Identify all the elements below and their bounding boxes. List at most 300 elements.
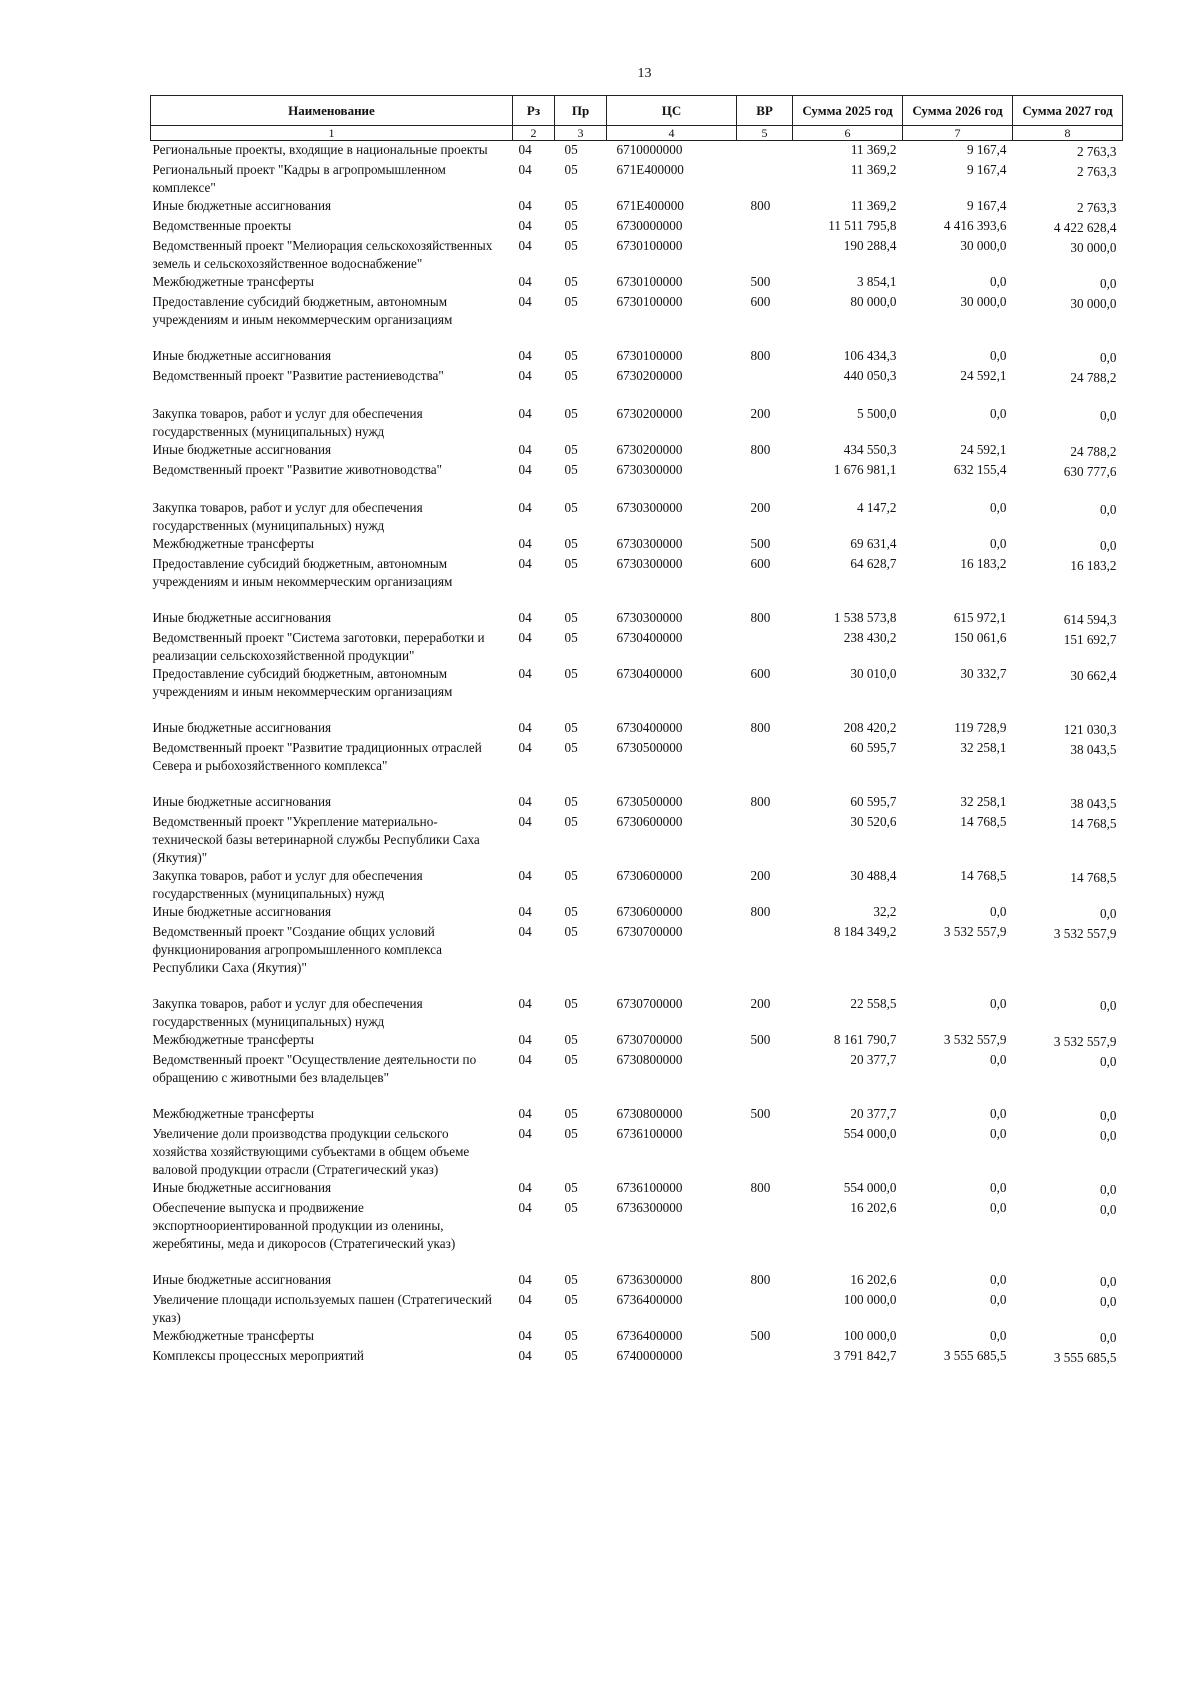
row-sum-2027: 0,0 [1100,350,1117,365]
row-rz: 04 [518,1348,532,1363]
header-sum-2026: Сумма 2026 год [903,96,1013,126]
row-cs: 6730700000 [616,924,683,939]
table-row [151,665,1123,719]
row-pr: 05 [564,198,578,213]
row-sum-2026: 14 768,5 [960,868,1007,883]
row-rz: 04 [518,1052,532,1067]
budget-table [150,95,1123,1367]
row-name: Ведомственный проект "Создание общих условий функционирования агропромышленного комплекса Республики Саха (Якутия)" [152,924,442,975]
row-name: Региональные проекты, входящие в национальные проекты [152,142,488,157]
row-name: Межбюджетные трансферты [152,1328,314,1343]
row-vr [737,1347,793,1367]
header-name: Наименование [151,96,513,126]
row-name: Иные бюджетные ассигнования [152,442,332,457]
row-pr: 05 [564,868,578,883]
row-vr [737,161,793,197]
row-cs: 6736400000 [616,1328,683,1343]
table-body [151,141,1123,1368]
row-pr: 05 [564,294,578,309]
row-pr: 05 [564,794,578,809]
row-vr: 500 [750,536,771,551]
row-sum-2026: 0,0 [990,1328,1007,1343]
row-vr [737,461,793,499]
row-rz: 04 [518,218,532,233]
row-rz: 04 [518,1106,532,1121]
row-pr: 05 [564,238,578,253]
row-rz: 04 [518,794,532,809]
row-cs: 6736100000 [616,1180,683,1195]
row-sum-2025: 80 000,0 [850,294,897,309]
row-sum-2027: 0,0 [1100,1274,1117,1289]
row-sum-2027: 0,0 [1100,1108,1117,1123]
row-sum-2027: 0,0 [1100,1128,1117,1143]
row-vr [737,739,793,793]
row-name: Межбюджетные трансферты [152,1032,314,1047]
row-vr [737,1291,793,1327]
row-vr: 500 [750,1328,771,1343]
row-sum-2026: 32 258,1 [960,794,1007,809]
row-rz: 04 [518,1272,532,1287]
row-vr: 500 [750,1106,771,1121]
row-vr [737,1051,793,1105]
column-number: 4 [607,126,737,141]
row-sum-2027: 0,0 [1100,408,1117,423]
row-sum-2025: 1 676 981,1 [833,462,897,477]
column-number: 3 [555,126,607,141]
row-sum-2025: 8 184 349,2 [833,924,897,939]
row-sum-2027: 0,0 [1100,538,1117,553]
row-sum-2027: 38 043,5 [1070,742,1117,757]
row-sum-2025: 440 050,3 [843,368,897,383]
table-row [151,1327,1123,1347]
row-rz: 04 [518,1328,532,1343]
row-pr: 05 [564,274,578,289]
row-pr: 05 [564,666,578,681]
row-cs: 6730700000 [616,1032,683,1047]
row-vr: 500 [750,1032,771,1047]
row-cs: 6730600000 [616,904,683,919]
row-sum-2026: 0,0 [990,536,1007,551]
row-sum-2025: 106 434,3 [843,348,897,363]
row-name: Комплексы процессных мероприятий [152,1348,364,1363]
row-sum-2026: 119 728,9 [954,720,1007,735]
header-cs: ЦС [607,96,737,126]
table-row [151,739,1123,793]
row-sum-2025: 30 488,4 [850,868,897,883]
row-pr: 05 [564,348,578,363]
row-sum-2026: 0,0 [990,500,1007,515]
row-pr: 05 [564,536,578,551]
table-row [151,237,1123,273]
row-pr: 05 [564,142,578,157]
row-pr: 05 [564,720,578,735]
row-cs: 6730000000 [616,218,683,233]
table-row [151,609,1123,629]
column-number: 5 [737,126,793,141]
row-name: Иные бюджетные ассигнования [152,348,332,363]
row-sum-2025: 238 430,2 [843,630,897,645]
row-sum-2025: 8 161 790,7 [833,1032,897,1047]
row-vr: 800 [750,610,771,625]
row-cs: 6736300000 [616,1272,683,1287]
row-sum-2026: 3 532 557,9 [943,924,1007,939]
row-sum-2025: 22 558,5 [850,996,897,1011]
row-rz: 04 [518,274,532,289]
row-vr: 800 [750,198,771,213]
row-vr [737,923,793,995]
table-row [151,161,1123,197]
table-row [151,217,1123,237]
row-cs: 6730300000 [616,610,683,625]
table-row [151,1105,1123,1125]
row-cs: 6730400000 [616,630,683,645]
row-pr: 05 [564,1348,578,1363]
row-vr: 800 [750,1272,771,1287]
row-rz: 04 [518,814,532,829]
row-name: Ведомственный проект "Укрепление материально-технической базы ветеринарной службы Республики Саха (Якутия)" [152,814,480,865]
row-rz: 04 [518,198,532,213]
row-rz: 04 [518,500,532,515]
row-sum-2026: 24 592,1 [960,368,1007,383]
table-row [151,273,1123,293]
row-sum-2026: 632 155,4 [953,462,1007,477]
row-name: Иные бюджетные ассигнования [152,1180,332,1195]
row-rz: 04 [518,1292,532,1307]
row-pr: 05 [564,1052,578,1067]
row-vr: 200 [750,406,771,421]
row-sum-2025: 64 628,7 [850,556,897,571]
row-pr: 05 [564,996,578,1011]
row-cs: 6730600000 [616,814,683,829]
row-sum-2026: 4 416 393,6 [943,218,1007,233]
row-cs: 6736300000 [616,1200,683,1215]
row-name: Ведомственный проект "Развитие животноводства" [152,462,443,477]
row-cs: 6736400000 [616,1292,683,1307]
row-sum-2027: 14 768,5 [1070,816,1117,831]
table-row [151,441,1123,461]
row-rz: 04 [518,740,532,755]
row-vr: 800 [750,794,771,809]
row-sum-2025: 1 538 573,8 [833,610,897,625]
row-name: Иные бюджетные ассигнования [152,198,332,213]
row-rz: 04 [518,294,532,309]
header-sum-2027: Сумма 2027 год [1013,96,1123,126]
table-row [151,1199,1123,1271]
page-number: 13 [637,66,652,81]
row-sum-2026: 0,0 [990,1272,1007,1287]
row-pr: 05 [564,814,578,829]
row-rz: 04 [518,348,532,363]
row-cs: 6730200000 [616,368,683,383]
row-name: Ведомственный проект "Система заготовки, переработки и реализации сельскохозяйственной продукции" [152,630,485,663]
row-pr: 05 [564,740,578,755]
table-row [151,1179,1123,1199]
row-sum-2025: 32,2 [873,904,897,919]
row-cs: 6730500000 [616,740,683,755]
column-number: 8 [1013,126,1123,141]
table-row [151,903,1123,923]
row-pr: 05 [564,1292,578,1307]
row-pr: 05 [564,1328,578,1343]
table-row [151,347,1123,367]
row-cs: 6730200000 [616,442,683,457]
row-sum-2026: 30 000,0 [960,294,1007,309]
row-sum-2026: 0,0 [990,1106,1007,1121]
row-sum-2027: 0,0 [1100,998,1117,1013]
column-number: 7 [903,126,1013,141]
row-vr: 200 [750,996,771,1011]
row-sum-2027: 2 763,3 [1076,200,1117,215]
row-rz: 04 [518,368,532,383]
row-sum-2027: 0,0 [1100,276,1117,291]
row-pr: 05 [564,610,578,625]
table-row [151,629,1123,665]
row-rz: 04 [518,610,532,625]
table-row [151,793,1123,813]
row-name: Ведомственный проект "Мелиорация сельскохозяйственных земель и сельскохозяйственное водоснабжение" [152,238,493,271]
header-row [151,96,1123,126]
row-sum-2027: 0,0 [1100,1182,1117,1197]
table-row [151,499,1123,535]
row-sum-2026: 30 000,0 [960,238,1007,253]
row-sum-2026: 150 061,6 [953,630,1007,645]
row-sum-2025: 20 377,7 [850,1052,897,1067]
row-cs: 6730800000 [616,1106,683,1121]
row-cs: 671E400000 [616,198,684,213]
row-pr: 05 [564,1106,578,1121]
row-name: Иные бюджетные ассигнования [152,1272,332,1287]
row-sum-2027: 14 768,5 [1070,870,1117,885]
row-pr: 05 [564,556,578,571]
row-pr: 05 [564,630,578,645]
row-cs: 6730400000 [616,720,683,735]
row-sum-2027: 2 763,3 [1076,144,1117,159]
column-number: 6 [793,126,903,141]
row-sum-2025: 100 000,0 [843,1328,897,1343]
row-cs: 6740000000 [616,1348,683,1363]
row-pr: 05 [564,904,578,919]
row-name: Иные бюджетные ассигнования [152,610,332,625]
row-sum-2027: 16 183,2 [1070,558,1117,573]
row-sum-2026: 0,0 [990,1126,1007,1141]
row-vr: 800 [750,904,771,919]
row-cs: 6730300000 [616,462,683,477]
row-sum-2026: 0,0 [990,996,1007,1011]
row-vr: 500 [750,274,771,289]
budget-table-container [150,95,1122,1367]
table-row [151,1031,1123,1051]
row-rz: 04 [518,238,532,253]
row-sum-2027: 4 422 628,4 [1053,220,1117,235]
row-pr: 05 [564,500,578,515]
row-cs: 6730300000 [616,536,683,551]
row-rz: 04 [518,1180,532,1195]
row-sum-2025: 16 202,6 [850,1272,897,1287]
row-sum-2026: 0,0 [990,1052,1007,1067]
row-sum-2026: 0,0 [990,348,1007,363]
row-sum-2025: 208 420,2 [843,720,897,735]
header-pr: Пр [555,96,607,126]
row-cs: 6730300000 [616,556,683,571]
table-row [151,719,1123,739]
row-sum-2026: 16 183,2 [960,556,1007,571]
row-pr: 05 [564,924,578,939]
row-sum-2025: 30 520,6 [850,814,897,829]
row-sum-2025: 69 631,4 [850,536,897,551]
row-cs: 6730200000 [616,406,683,421]
row-sum-2027: 0,0 [1100,1202,1117,1217]
row-sum-2025: 100 000,0 [843,1292,897,1307]
row-name: Иные бюджетные ассигнования [152,904,332,919]
row-rz: 04 [518,1126,532,1141]
row-name: Ведомственный проект "Развитие традиционных отраслей Севера и рыбохозяйственного комплекса" [152,740,482,773]
row-rz: 04 [518,162,532,177]
row-vr [737,217,793,237]
row-sum-2025: 11 369,2 [850,142,897,157]
row-rz: 04 [518,462,532,477]
row-name: Предоставление субсидий бюджетным, автономным учреждениям и иным некоммерческим организациям [152,556,453,589]
row-vr: 600 [750,666,771,681]
table-row [151,461,1123,499]
row-pr: 05 [564,1032,578,1047]
row-vr: 800 [750,720,771,735]
row-cs: 6730100000 [616,238,683,253]
table-row [151,555,1123,609]
row-sum-2026: 0,0 [990,1200,1007,1215]
row-pr: 05 [564,368,578,383]
row-sum-2026: 3 532 557,9 [943,1032,1007,1047]
row-rz: 04 [518,142,532,157]
row-vr: 200 [750,500,771,515]
row-name: Увеличение доли производства продукции сельского хозяйства хозяйствующими субъектами в общем объеме валовой продукции отрасли (Стратегический указ) [152,1126,470,1177]
row-cs: 6730700000 [616,996,683,1011]
row-vr [737,367,793,405]
row-vr: 200 [750,868,771,883]
row-sum-2025: 434 550,3 [843,442,897,457]
row-sum-2027: 3 532 557,9 [1053,926,1117,941]
row-sum-2026: 0,0 [990,1180,1007,1195]
row-name: Предоставление субсидий бюджетным, автономным учреждениям и иным некоммерческим организациям [152,666,453,699]
row-sum-2027: 24 788,2 [1070,444,1117,459]
row-sum-2025: 20 377,7 [850,1106,897,1121]
row-rz: 04 [518,1032,532,1047]
row-sum-2027: 30 000,0 [1070,240,1117,255]
row-sum-2025: 11 369,2 [850,162,897,177]
row-sum-2026: 615 972,1 [953,610,1007,625]
row-sum-2027: 0,0 [1100,906,1117,921]
row-sum-2026: 32 258,1 [960,740,1007,755]
row-name: Закупка товаров, работ и услуг для обеспечения государственных (муниципальных) нужд [152,868,423,901]
row-cs: 6730100000 [616,294,683,309]
row-name: Закупка товаров, работ и услуг для обеспечения государственных (муниципальных) нужд [152,996,423,1029]
row-pr: 05 [564,1126,578,1141]
row-sum-2027: 614 594,3 [1063,612,1117,627]
row-name: Иные бюджетные ассигнования [152,794,332,809]
row-pr: 05 [564,406,578,421]
row-rz: 04 [518,1200,532,1215]
table-row [151,1125,1123,1179]
row-name: Увеличение площади используемых пашен (Стратегический указ) [152,1292,492,1325]
row-sum-2026: 0,0 [990,904,1007,919]
row-sum-2025: 3 854,1 [856,274,897,289]
row-sum-2027: 0,0 [1100,1294,1117,1309]
row-pr: 05 [564,462,578,477]
row-vr [737,141,793,162]
row-sum-2027: 38 043,5 [1070,796,1117,811]
table-row [151,1271,1123,1291]
row-rz: 04 [518,442,532,457]
row-sum-2025: 554 000,0 [843,1180,897,1195]
row-rz: 04 [518,924,532,939]
row-sum-2026: 0,0 [990,1292,1007,1307]
table-row [151,535,1123,555]
row-pr: 05 [564,442,578,457]
row-cs: 6730300000 [616,500,683,515]
row-name: Предоставление субсидий бюджетным, автономным учреждениям и иным некоммерческим организациям [152,294,453,327]
row-pr: 05 [564,162,578,177]
row-sum-2027: 24 788,2 [1070,370,1117,385]
row-name: Обеспечение выпуска и продвижение экспортноориентированной продукции из оленины, жеребятины, меда и дикоросов (Стратегический указ) [152,1200,456,1251]
row-sum-2026: 3 555 685,5 [943,1348,1007,1363]
header-vr: ВР [737,96,793,126]
row-sum-2026: 0,0 [990,406,1007,421]
table-row [151,141,1123,162]
row-sum-2026: 9 167,4 [966,198,1007,213]
row-rz: 04 [518,720,532,735]
row-rz: 04 [518,666,532,681]
row-vr [737,813,793,867]
row-sum-2025: 16 202,6 [850,1200,897,1215]
row-vr: 800 [750,348,771,363]
row-sum-2027: 0,0 [1100,502,1117,517]
row-sum-2025: 554 000,0 [843,1126,897,1141]
row-pr: 05 [564,1200,578,1215]
row-cs: 6730100000 [616,274,683,289]
row-sum-2025: 4 147,2 [856,500,897,515]
row-cs: 6730100000 [616,348,683,363]
table-row [151,1347,1123,1367]
row-pr: 05 [564,1180,578,1195]
row-sum-2025: 60 595,7 [850,794,897,809]
row-vr [737,1199,793,1271]
row-sum-2027: 3 555 685,5 [1053,1350,1117,1365]
row-name: Иные бюджетные ассигнования [152,720,332,735]
row-sum-2027: 0,0 [1100,1054,1117,1069]
row-name: Закупка товаров, работ и услуг для обеспечения государственных (муниципальных) нужд [152,500,423,533]
row-vr [737,629,793,665]
row-sum-2027: 151 692,7 [1063,632,1117,647]
table-row [151,293,1123,347]
row-name: Межбюджетные трансферты [152,1106,314,1121]
row-sum-2025: 11 369,2 [850,198,897,213]
row-cs: 6710000000 [616,142,683,157]
table-row [151,995,1123,1031]
row-name: Закупка товаров, работ и услуг для обеспечения государственных (муниципальных) нужд [152,406,423,439]
row-sum-2027: 30 662,4 [1070,668,1117,683]
row-cs: 6730800000 [616,1052,683,1067]
row-name: Межбюджетные трансферты [152,536,314,551]
row-sum-2027: 630 777,6 [1063,464,1117,479]
row-sum-2026: 14 768,5 [960,814,1007,829]
row-cs: 671E400000 [616,162,684,177]
row-vr: 600 [750,294,771,309]
row-vr: 800 [750,442,771,457]
row-sum-2025: 3 791 842,7 [833,1348,897,1363]
row-sum-2025: 5 500,0 [856,406,897,421]
row-sum-2025: 30 010,0 [850,666,897,681]
row-sum-2027: 3 532 557,9 [1053,1034,1117,1049]
table-row [151,813,1123,867]
